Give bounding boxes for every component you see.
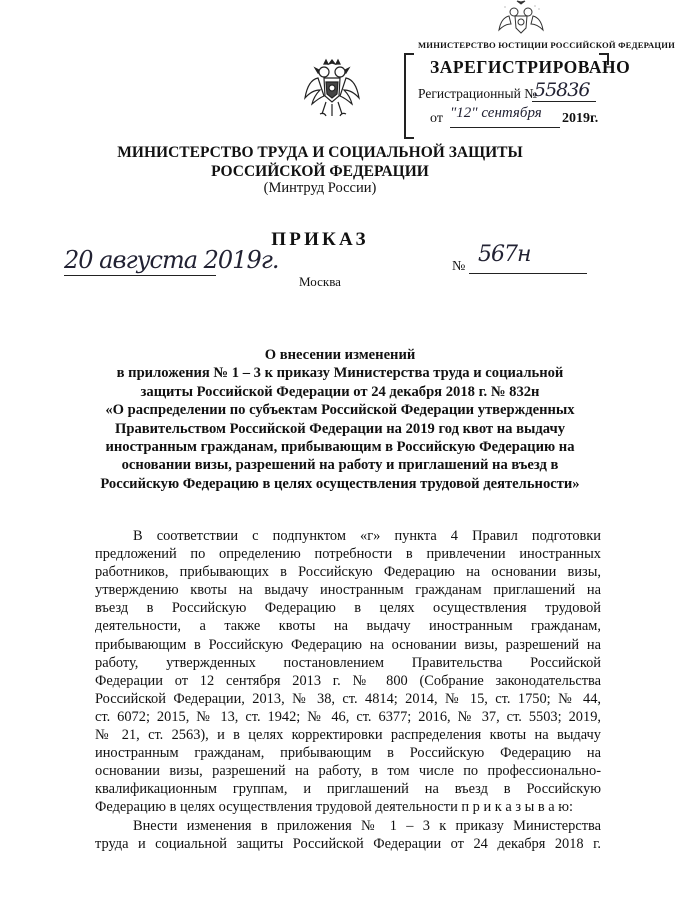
body-line: Федерацию в целях осуществления трудовой деятельности п р и к а з ы в а ю: [95, 799, 574, 816]
body-line: работу, утвержденных постановлением Правительства Российской [95, 654, 601, 671]
order-number-label: № [452, 259, 466, 274]
body-line: основании визы, разрешений на работу, в том числе по профессионально- [95, 763, 601, 780]
stamp-reg-number-underline [532, 101, 596, 102]
order-date-handwritten: 20 августа 2019г. [64, 246, 279, 274]
stamp-registered-title: ЗАРЕГИСТРИРОВАНО [430, 57, 631, 77]
body-line: предложений по определению потребности в привлечении иностранных [95, 546, 601, 563]
order-body [95, 527, 601, 853]
body-line: Федерации от 12 сентября 2013 г. № 800 (Собрание законодательства [95, 672, 601, 689]
stamp-ministry-name: МИНИСТЕРСТВО ЮСТИЦИИ РОССИЙСКОЙ ФЕДЕРАЦИИ [418, 40, 675, 50]
stamp-reg-number-value: 55836 [534, 79, 590, 101]
subject-line: «О распределении по субъектам Российской Федерации утвержденных [105, 402, 575, 419]
order-city: Москва [299, 274, 341, 289]
org-name-line-2: РОССИЙСКОЙ ФЕДЕРАЦИИ [211, 163, 429, 180]
stamp-date-underline [450, 127, 560, 128]
org-name-line-1: МИНИСТЕРСТВО ТРУДА И СОЦИАЛЬНОЙ ЗАЩИТЫ [117, 144, 523, 161]
org-short-name: (Минтруд России) [263, 180, 377, 196]
body-line: деятельности, а также квоты на выдачу иностранным гражданам, [95, 618, 601, 635]
order-title: ПРИКАЗ [271, 229, 369, 250]
order-subject [80, 346, 600, 493]
order-number-handwritten: 567н [478, 242, 531, 267]
body-line: Внести изменения в приложения № 1 – 3 к приказу Министерства [133, 817, 601, 834]
body-line: квалификационным группам, и приглашений на въезд в Российскую [95, 781, 601, 798]
subject-line: О внесении изменений [264, 347, 416, 363]
body-line: прибывающим в Российскую Федерацию на основании визы, разрешений на [95, 636, 601, 653]
coat-of-arms-small-icon [495, 0, 547, 36]
subject-line: защиты Российской Федерации от 24 декабря 2018 г. № 832н [140, 383, 540, 400]
subject-line: в приложения № 1 – 3 к приказу Министерства труда и социальной [116, 365, 564, 382]
subject-line: Правительством Российской Федерации на 2019 год квот на выдачу [115, 420, 565, 437]
body-line: ст. 6072; 2015, № 13, ст. 1942; № 46, ст. 6377; 2016, № 37, ст. 5503; 2019, [95, 708, 601, 725]
stamp-reg-number-label: Регистрационный № [418, 86, 538, 101]
subject-line: основании визы, разрешений на работу и приглашений на въезд в [121, 457, 559, 474]
subject-line: иностранным гражданам, прибывающим в Российскую Федерацию на [105, 439, 575, 456]
registration-stamp [404, 53, 631, 135]
stamp-bracket-left [404, 53, 414, 139]
subject-line: Российскую Федерацию в целях осуществления трудовой деятельности» [100, 475, 580, 492]
body-line: работников, прибывающих в Российскую Федерацию на основании визы, [95, 564, 601, 581]
body-line: труда и социальной защиты Российской Федерации от 24 декабря 2018 г. [95, 835, 601, 852]
org-header [0, 143, 640, 181]
stamp-date-value: "12" сентября [450, 105, 542, 121]
coat-of-arms-icon [302, 58, 362, 120]
body-line: иностранным гражданам, прибывающим в Российскую Федерацию на [95, 745, 601, 762]
body-line: въезд в Российскую Федерацию в целях осуществления трудовой [95, 600, 601, 617]
body-line: В соответствии с подпунктом «г» пункта 4 Правил подготовки [133, 528, 601, 544]
body-line: № 21, ст. 2563), и в целях корректировки распределения квоты на выдачу [95, 727, 601, 744]
body-line: утверждению квоты на выдачу иностранным гражданам приглашений на [95, 582, 601, 599]
stamp-date-year: 2019г. [562, 111, 599, 126]
stamp-date-prefix: от [430, 111, 443, 126]
body-line: Российской Федерации, 2013, № 38, ст. 4814; 2014, № 15, ст. 1750; № 44, [95, 690, 601, 707]
